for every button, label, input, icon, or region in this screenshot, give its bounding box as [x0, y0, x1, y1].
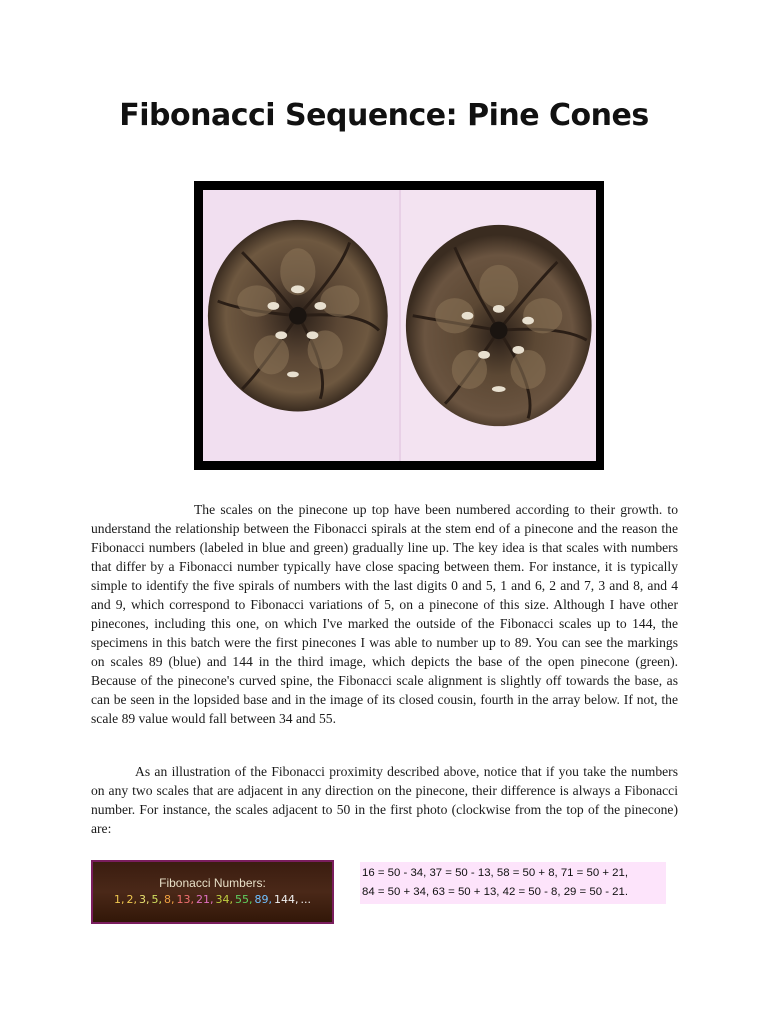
fibonacci-number: ... [300, 893, 311, 906]
fibonacci-number: 55, [235, 893, 253, 906]
fibonacci-number: 13, [176, 893, 194, 906]
fibonacci-number: 5, [151, 893, 162, 906]
paragraph-2: As an illustration of the Fibonacci proximity described above, notice that if you take the numbers on any two scales that are adjacent in any direction on the pinecone, their difference is always a Fibonacci number. For instance, the scales adjacent to 50 in the first photo (clockwise from the top of the pinecone) are: [91, 764, 678, 836]
fibonacci-sequence [93, 893, 332, 906]
equation-line-1: 16 = 50 - 34, 37 = 50 - 13, 58 = 50 + 8, 71 = 50 + 21, [362, 867, 628, 879]
fibonacci-number: 3, [139, 893, 150, 906]
fibonacci-number: 1, [114, 893, 125, 906]
fibonacci-number: 8, [164, 893, 175, 906]
pinecone-photo-left [203, 190, 399, 461]
equation-line-2: 84 = 50 + 34, 63 = 50 + 13, 42 = 50 - 8, 29 = 50 - 21. [362, 886, 628, 898]
pinecone-image-right [401, 190, 597, 461]
fibonacci-number: 2, [126, 893, 137, 906]
pinecone-image-left [203, 190, 399, 461]
fibonacci-number: 89, [254, 893, 272, 906]
page-title: Fibonacci Sequence: Pine Cones [119, 98, 649, 133]
fibonacci-number: 144, [274, 893, 299, 906]
paragraph-1: The scales on the pinecone up top have been numbered according to their growth. to understand the relationship between the Fibonacci spirals at the stem end of a pinecone and the reason the Fibonacci numbers (labeled in blue and green) gradually line up. The key idea is that scales with numbers that differ by a Fibonacci number typically have close spacing between them. For instance, it is typically simple to identify the five spirals of numbers with the last digits 0 and 5, 1 and 6, 2 and 7, 3 and 8, and 4 and 9, which correspond to Fibonacci variations of 5, on a pinecone of this size. Although I have other pinecones, including this one, on which I've marked the outside of the Fibonacci scales up to 144, the specimens in this batch were the first pinecones I was able to number up to 89. You can see the markings on scales 89 (blue) and 144 in the third image, which depicts the base of the open pinecone (green). Because of the pinecone's curved spine, the Fibonacci scale alignment is slightly off towards the base, as can be seen in the lopsided base and in the image of its closed cousin, fourth in the array below. If not, the scale 89 value would fall between 34 and 55. [91, 502, 678, 726]
adjacent-scale-equations [360, 862, 666, 904]
fibonacci-banner-heading: Fibonacci Numbers: [159, 876, 266, 890]
fibonacci-number: 34, [215, 893, 233, 906]
fibonacci-number: 21, [196, 893, 214, 906]
pinecone-photo-right [401, 190, 597, 461]
fibonacci-numbers-banner [91, 860, 334, 924]
pinecone-photo [194, 181, 604, 470]
